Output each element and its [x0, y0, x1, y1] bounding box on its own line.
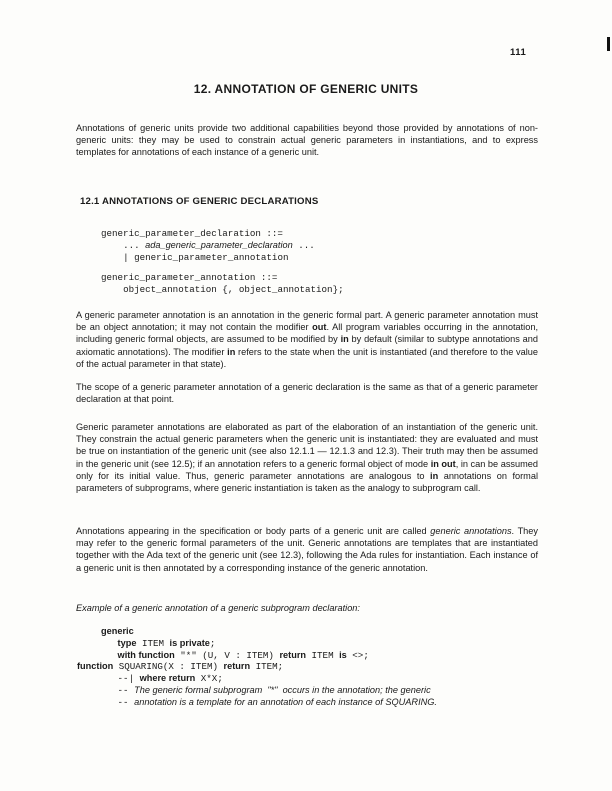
paragraph-generic-parameter-annotation: A generic parameter annotation is an annotation in the generic formal part. A generic parameter annotation must be an object annotation; it may not contain the modifier out. All program variables occurring in the annotation, including generic formal objects, are assumed to be modified by in by default (similar to subtype annotations and axiomatic annotations). The modifier in refers to the state when the unit is instantiated (and therefore to the value of the actual parameter in that state).: [76, 310, 538, 369]
grammar-generic-parameter-declaration: [101, 228, 315, 263]
margin-bar: [607, 37, 610, 51]
paragraph-generic-annotations: Annotations appearing in the specification or body parts of a generic unit are called generic annotations. They may refer to the generic formal parameters of the unit. Generic annotations are templates that are instantiated together with the Ada text of the generic unit (see 12.3), following the Ada rules for instantiation. Each instance of a generic unit is then annotated by a corresponding instance of the generic annotation.: [76, 526, 538, 573]
example-code: [77, 626, 437, 709]
code-line: -- annotation is a template for an annotation of each instance of SQUARING.: [117, 696, 437, 708]
grammar-line: generic_parameter_annotation ::=: [101, 272, 278, 283]
code-line: generic: [101, 626, 134, 636]
code-line: -- The generic formal subprogram "*" occurs in the annotation; the generic: [117, 684, 431, 696]
code-line: function SQUARING(X : ITEM) return ITEM;: [77, 661, 284, 673]
grammar-line: generic_parameter_declaration ::=: [101, 228, 283, 239]
intro-paragraph: Annotations of generic units provide two additional capabilities beyond those provided by annotations of non-generic units: they may be used to constrain actual generic parameters in instantiations, and to express templates for annotations of each instance of a generic unit.: [76, 123, 538, 158]
chapter-title: 12. ANNOTATION OF GENERIC UNITS: [193, 82, 419, 96]
example-caption: Example of a generic annotation of a generic subprogram declaration:: [76, 603, 360, 613]
grammar-line: ... ada_generic_parameter_declaration ...: [123, 239, 315, 251]
grammar-line: object_annotation {, object_annotation};: [123, 283, 344, 295]
section-title: 12.1 ANNOTATIONS OF GENERIC DECLARATIONS: [80, 196, 319, 207]
code-line: with function "*" (U, V : ITEM) return ITEM is <>;: [117, 649, 369, 661]
paragraph-elaboration: Generic parameter annotations are elaborated as part of the elaboration of an instantiation of the generic unit. They constrain the actual generic parameters when the generic unit is instantiated: they are evaluated and must be true on instantiation of the generic unit (see also 12.1.1 — 12.1.3 and 12.3). Their truth may then be assumed in the generic unit (see 12.5); if an annotation refers to a generic formal object of mode in out, in can be assumed only for its initial value. Thus, generic parameter annotations are analogous to in annotations on formal parameters of subprograms, where generic instantiation is taken as the analogy to subprogram call.: [76, 422, 538, 494]
code-line: --| where return X*X;: [117, 673, 223, 685]
paragraph-scope: The scope of a generic parameter annotation of a generic declaration is the same as that of a generic parameter declaration at that point.: [76, 382, 538, 405]
page-number: 111: [510, 47, 527, 58]
grammar-line: | generic_parameter_annotation: [123, 251, 289, 263]
grammar-generic-parameter-annotation: [101, 272, 344, 296]
code-line: type ITEM is private;: [117, 637, 216, 649]
